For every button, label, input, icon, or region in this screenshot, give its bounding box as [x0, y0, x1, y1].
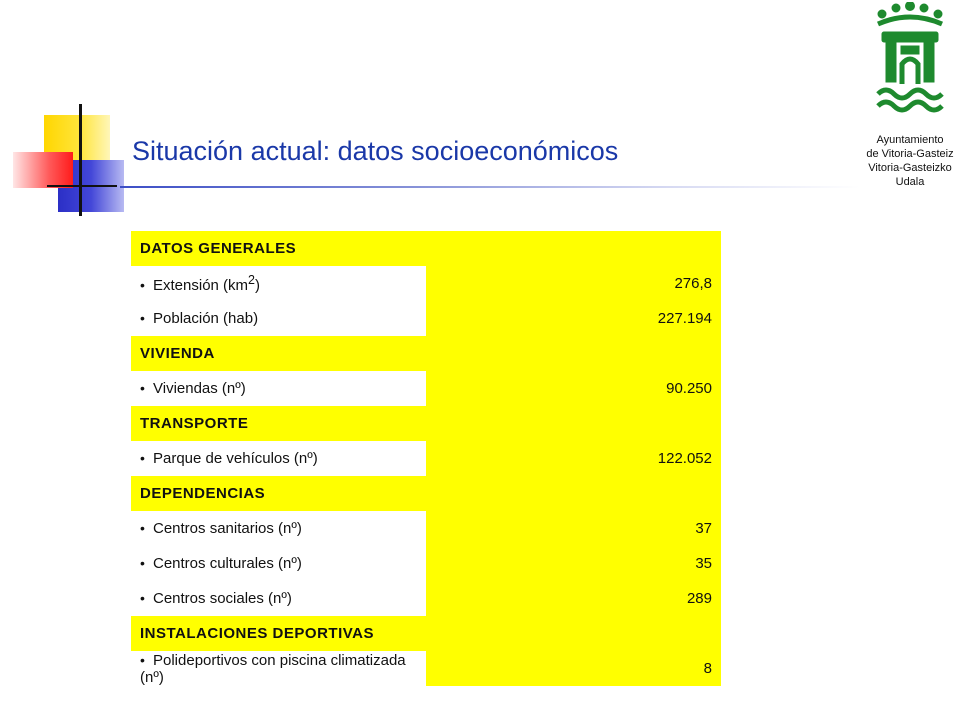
- table-row: [131, 301, 721, 336]
- row-value: 276,8: [426, 266, 721, 301]
- row-label: • Centros sociales (nº): [131, 581, 426, 616]
- bullet-icon: •: [140, 380, 145, 396]
- section-header: DATOS GENERALES: [131, 231, 721, 266]
- socioeconomic-data-table: [131, 231, 721, 686]
- row-label: • Centros sanitarios (nº): [131, 511, 426, 546]
- row-value: 122.052: [426, 441, 721, 476]
- row-label: • Viviendas (nº): [131, 371, 426, 406]
- table-row: [131, 581, 721, 616]
- superscript: 2: [248, 273, 255, 287]
- row-value: 90.250: [426, 371, 721, 406]
- bullet-icon: •: [140, 450, 145, 466]
- row-label: • Polideportivos con piscina climatizada (nº): [131, 651, 426, 686]
- coat-of-arms-icon: [872, 2, 948, 122]
- decorative-horizontal-line: [47, 185, 117, 187]
- row-value: 35: [426, 546, 721, 581]
- decorative-red-block: [13, 152, 73, 188]
- bullet-icon: •: [140, 590, 145, 606]
- section-header-row: [131, 406, 721, 441]
- bullet-icon: •: [140, 277, 145, 293]
- row-label: • Parque de vehículos (nº): [131, 441, 426, 476]
- table-row: [131, 511, 721, 546]
- section-header-row: [131, 476, 721, 511]
- decorative-vertical-line: [79, 104, 82, 216]
- logo-line: Vitoria-Gasteizko: [868, 162, 952, 174]
- table-row: [131, 266, 721, 301]
- section-header-row: [131, 336, 721, 371]
- bullet-icon: •: [140, 520, 145, 536]
- section-header: INSTALACIONES DEPORTIVAS: [131, 616, 721, 651]
- row-value: 37: [426, 511, 721, 546]
- row-label: • Extensión $(km^2)$: [131, 266, 426, 301]
- section-header-row: [131, 231, 721, 266]
- bullet-icon: •: [140, 310, 145, 326]
- city-council-logo: [860, 0, 960, 205]
- row-label: • Población (hab): [131, 301, 426, 336]
- row-value: 289: [426, 581, 721, 616]
- title-underline: [120, 186, 860, 188]
- section-header: VIVIENDA: [131, 336, 721, 371]
- slide-title: Situación actual: datos socioeconómicos: [132, 136, 619, 166]
- section-header: TRANSPORTE: [131, 406, 721, 441]
- section-header: DEPENDENCIAS: [131, 476, 721, 511]
- bullet-icon: •: [140, 651, 145, 668]
- row-value: 227.194: [426, 301, 721, 336]
- table-row: [131, 651, 721, 686]
- logo-caption: [860, 133, 960, 189]
- logo-line: de Vitoria-Gasteiz: [866, 148, 954, 160]
- section-header-row: [131, 616, 721, 651]
- table-row: [131, 546, 721, 581]
- logo-line: Ayuntamiento: [876, 134, 944, 146]
- table-row: [131, 441, 721, 476]
- row-label: • Centros culturales (nº): [131, 546, 426, 581]
- bullet-icon: •: [140, 555, 145, 571]
- logo-line: Udala: [895, 176, 925, 188]
- table-row: [131, 371, 721, 406]
- row-value: 8: [426, 651, 721, 686]
